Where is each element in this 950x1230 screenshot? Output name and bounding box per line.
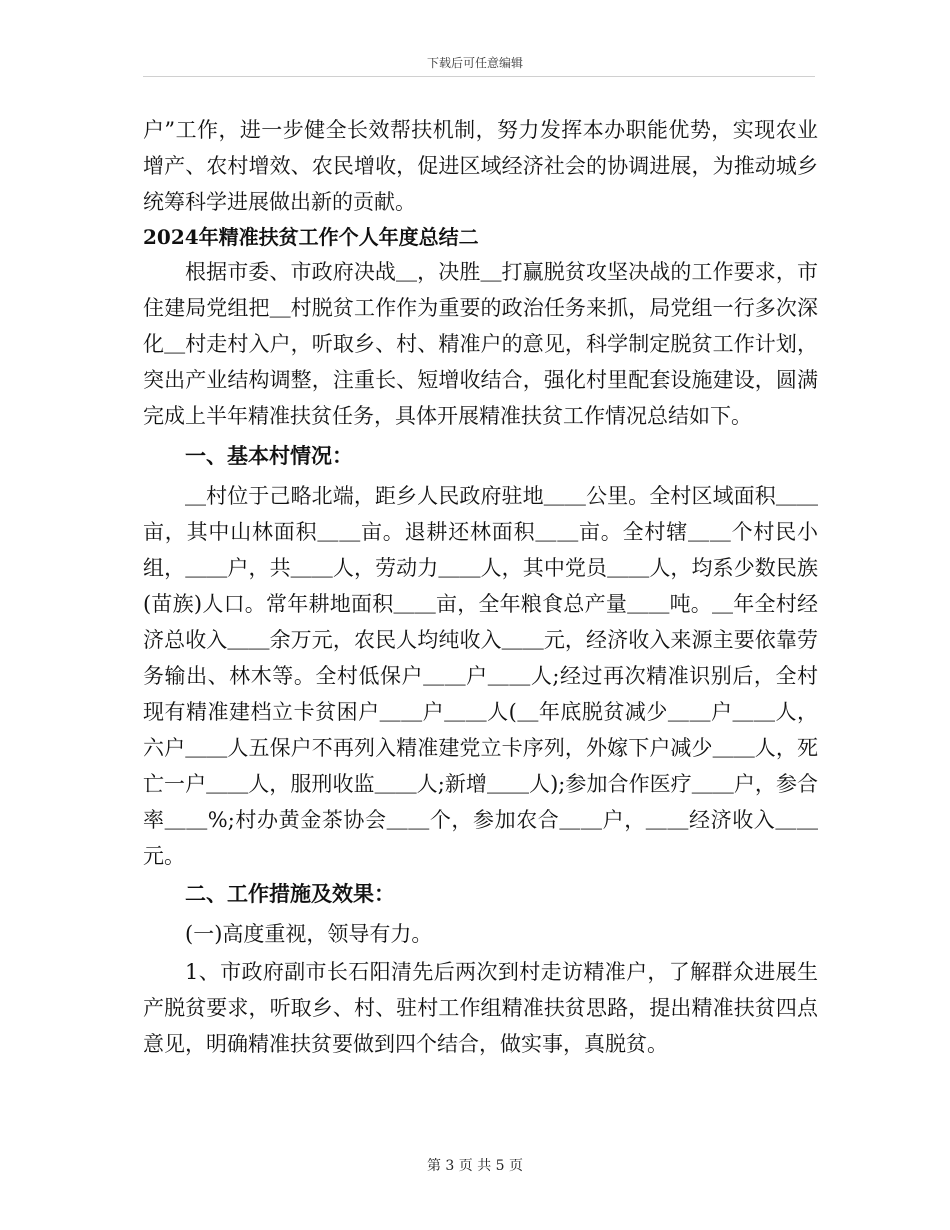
- document-body: [143, 112, 818, 1062]
- sub-heading-1: (一)高度重视，领导有力。: [185, 922, 433, 946]
- page-indicator: 第 3 页 共 5 页: [426, 1158, 524, 1174]
- header-divider: [143, 76, 815, 77]
- paragraph-3: 1、市政府副市长石阳清先后两次到村走访精准户，了解群众进展生产脱贫要求，听取乡、村、驻村工作组精准扶贫思路，提出精准扶贫四点意见，明确精准扶贫要做到四个结合，做实事，真脱贫。: [143, 960, 818, 1056]
- header-note: 下载后可任意编辑: [426, 56, 523, 70]
- paragraph-1: 根据市委、市政府决战＿，决胜＿打赢脱贫攻坚决战的工作要求，市住建局党组把＿村脱贫工作作为重要的政治任务来抓，局党组一行多次深化＿村走村入户，听取乡、村、精准户的意见，科学制定脱贫工作计划，突出产业结构调整，注重长、短增收结合，强化村里配套设施建设，圆满完成上半年精准扶贫任务，具体开展精准扶贫工作情况总结如下。: [143, 260, 818, 428]
- heading-basic-village-situation: 一、基本村情况：: [185, 443, 353, 468]
- section-title: 2024年精准扶贫工作个人年度总结二: [143, 225, 479, 249]
- intro-paragraph: 户”工作，进一步健全长效帮扶机制，努力发挥本办职能优势，实现农业增产、农村增效、农民增收，促进区域经济社会的协调进展，为推动城乡统筹科学进展做出新的贡献。: [143, 118, 818, 214]
- paragraph-2: ＿村位于己略北端，距乡人民政府驻地＿＿公里。全村区域面积＿＿亩，其中山林面积＿＿亩。退耕还林面积＿＿亩。全村辖＿＿个村民小组，＿＿户，共＿＿人，劳动力＿＿人，其中党员＿＿人，均系少数民族(苗族)人口。常年耕地面积＿＿亩，全年粮食总产量＿＿吨。＿年全村经济总收入＿＿余万元，农民人均纯收入＿＿元，经济收入来源主要依靠劳务输出、林木等。全村低保户＿＿户＿＿人;经过再次精准识别后，全村现有精准建档立卡贫困户＿＿户＿＿人(＿年底脱贫减少＿＿户＿＿人，六户＿＿人五保户不再列入精准建党立卡序列，外嫁下户减少＿＿人，死亡一户＿＿人，服刑收监＿＿人;新增＿＿人);参加合作医疗＿＿户，参合率＿＿%;村办黄金茶协会＿＿个，参加农合＿＿户，＿＿经济收入＿＿元。: [143, 484, 818, 868]
- heading-work-measures: 二、工作措施及效果：: [185, 881, 395, 906]
